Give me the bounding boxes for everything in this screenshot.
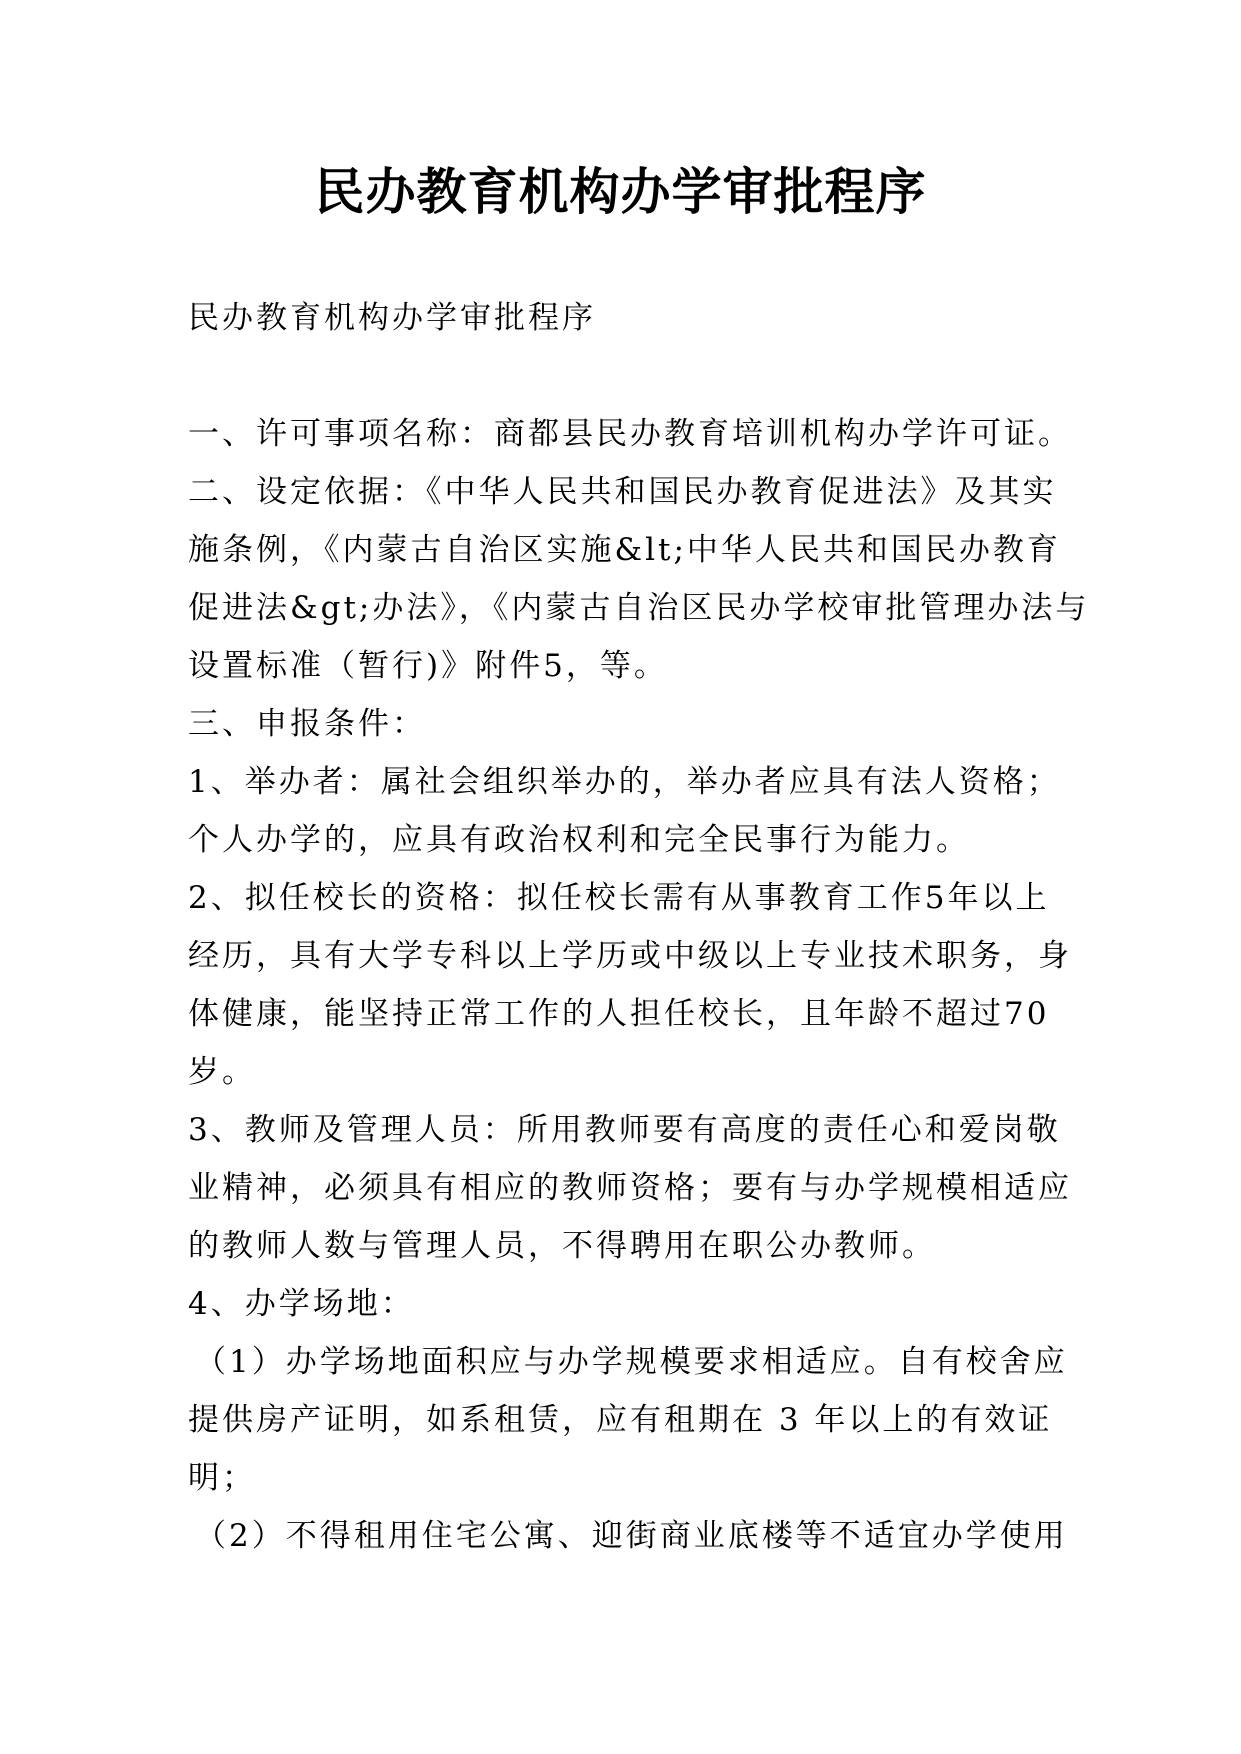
condition-1-organizer-cont: 个人办学的，应具有政治权利和完全民事行为能力。 [188,822,970,858]
item-2-legal-basis-cont: 促进法&gt;办法》，《内蒙古自治区民办学校审批管理办法与 [188,590,1090,626]
condition-2-principal-cont: 体健康，能坚持正常工作的人担任校长，且年龄不超过70 [188,996,1050,1032]
condition-4-premises: 4、办学场地： [188,1286,415,1322]
premises-clause-1: （1）办学场地面积应与办学规模要求相适应。自有校舍应 [195,1344,1068,1380]
condition-3-teachers-cont: 的教师人数与管理人员，不得聘用在职公办教师。 [188,1228,936,1264]
premises-clause-1-cont: 提供房产证明，如系租赁，应有租期在 3 年以上的有效证 [188,1402,1053,1438]
item-1-license-name: 一、许可事项名称：商都县民办教育培训机构办学许可证。 [188,416,1072,452]
condition-3-teachers-cont: 业精神，必须具有相应的教师资格；要有与办学规模相适应 [188,1170,1072,1206]
condition-2-principal-cont: 岁。 [188,1054,256,1090]
condition-2-principal-cont: 经历，具有大学专科以上学历或中级以上专业技术职务，身 [188,938,1072,974]
document-subtitle: 民办教育机构办学审批程序 [188,300,596,336]
condition-2-principal: 2、拟任校长的资格：拟任校长需有从事教育工作5年以上 [188,880,1050,916]
item-3-conditions-heading: 三、申报条件： [188,706,426,742]
premises-clause-1-cont: 明； [188,1460,256,1496]
condition-3-teachers: 3、教师及管理人员：所用教师要有高度的责任心和爱岗敬 [188,1112,1061,1148]
item-2-legal-basis: 二、设定依据：《中华人民共和国民办教育促进法》及其实 [188,474,1057,510]
document-title: 民办教育机构办学审批程序 [314,162,927,221]
condition-1-organizer: 1、举办者：属社会组织举办的，举办者应具有法人资格； [188,764,1061,800]
premises-clause-2: （2）不得租用住宅公寓、迎街商业底楼等不适宜办学使用 [195,1518,1068,1554]
item-2-legal-basis-cont: 施条例，《内蒙古自治区实施&lt;中华人民共和国民办教育 [188,532,1061,568]
item-2-legal-basis-cont: 设置标准（暂行)》附件5，等。 [188,648,668,684]
